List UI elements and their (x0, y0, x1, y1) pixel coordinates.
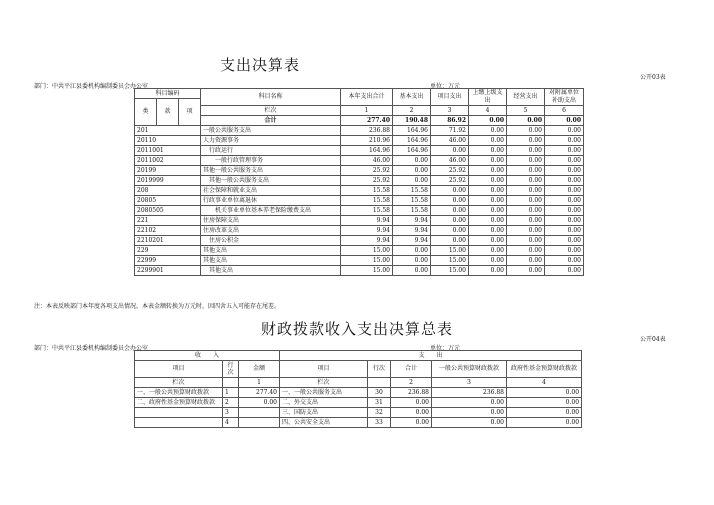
expense-general: 0.00 (432, 418, 507, 428)
amount-cell: 0.00 (469, 256, 507, 266)
table-row (135, 418, 582, 428)
subject-name: 住房改革支出 (201, 226, 341, 236)
amount-cell: 15.00 (431, 266, 469, 276)
amount-cell: 0.00 (431, 206, 469, 216)
amount-cell: 0.00 (393, 176, 431, 186)
amount-cell: 0.00 (431, 236, 469, 246)
table2-department: 部门：中共平江县委机构编制委员会办公室 (34, 345, 149, 352)
income-item: 二、政府性基金预算财政拨款 (135, 398, 223, 408)
subject-name: 住房公积金 (201, 236, 341, 246)
amount-cell: 15.58 (393, 186, 431, 196)
expense-item: 一、一般公共服务支出 (280, 388, 368, 398)
amount-cell: 0.00 (469, 166, 507, 176)
amount-cell: 0.00 (545, 266, 584, 276)
amount-cell: 0.00 (545, 256, 584, 266)
income-row-no: 4 (223, 418, 239, 428)
table1-code: 公开03表 (640, 74, 666, 81)
amount-cell: 9.94 (341, 236, 393, 246)
subject-name: 一般公共服务支出 (201, 126, 341, 136)
amount-cell: 0.00 (507, 226, 545, 236)
amount-cell: 15.58 (393, 196, 431, 206)
table2-title: 财政拨款收入支出决算总表 (260, 320, 453, 338)
income-row-no: 1 (223, 388, 239, 398)
col-num: 5 (507, 106, 545, 116)
table-row (135, 166, 584, 176)
subject-code: 2299901 (135, 266, 201, 276)
amount-cell: 15.00 (341, 266, 393, 276)
col-num: 3 (431, 106, 469, 116)
expense-row-no: 32 (368, 408, 391, 418)
amount-cell: 0.00 (507, 126, 545, 136)
amount-cell: 0.00 (469, 196, 507, 206)
header-xiang: 项 (179, 99, 201, 126)
header-expense-item: 项目 (280, 361, 368, 378)
col-num: 1 (341, 106, 393, 116)
empty-cell (368, 378, 391, 388)
header-income-row: 行次 (223, 361, 239, 378)
total-value: 0.00 (469, 116, 507, 126)
expense-row-no: 33 (368, 418, 391, 428)
total-value: 190.48 (393, 116, 431, 126)
amount-cell: 0.00 (431, 196, 469, 206)
header-expense-fund: 政府性基金预算财政拨款 (507, 361, 582, 378)
amount-cell: 164.96 (341, 146, 393, 156)
col-row-label: 栏次 (280, 378, 368, 388)
subject-name: 行政事业单位离退休 (201, 196, 341, 206)
table2-code: 公开04表 (640, 336, 666, 343)
subject-name: 人力资源事务 (201, 136, 341, 146)
table-row (135, 408, 582, 418)
amount-cell: 0.00 (507, 246, 545, 256)
table1-note: 注：本表反映部门本年度各项支出情况。本表金额转换为万元时，因四舍五入可能存在尾差。 (34, 303, 281, 310)
amount-cell: 0.00 (545, 246, 584, 256)
amount-cell: 0.00 (507, 186, 545, 196)
amount-cell: 15.58 (341, 186, 393, 196)
amount-cell: 0.00 (507, 206, 545, 216)
amount-cell: 25.92 (341, 166, 393, 176)
subject-code: 2210201 (135, 236, 201, 246)
amount-cell: 25.92 (341, 176, 393, 186)
amount-cell: 0.00 (469, 156, 507, 166)
subject-code: 20199 (135, 166, 201, 176)
amount-cell: 0.00 (545, 206, 584, 216)
subject-code: 221 (135, 216, 201, 226)
amount-cell: 210.96 (341, 136, 393, 146)
amount-cell: 0.00 (469, 236, 507, 246)
amount-cell: 15.00 (341, 246, 393, 256)
amount-cell: 46.00 (431, 136, 469, 146)
amount-cell: 0.00 (545, 216, 584, 226)
income-amount (239, 418, 280, 428)
col-num: 4 (469, 106, 507, 116)
amount-cell: 164.96 (393, 136, 431, 146)
amount-cell: 25.92 (431, 176, 469, 186)
col-num: 1 (239, 378, 280, 388)
table-row (135, 206, 584, 216)
income-item (135, 418, 223, 428)
table-row (135, 176, 584, 186)
subject-name: 一般行政管理事务 (201, 156, 341, 166)
amount-cell: 0.00 (507, 176, 545, 186)
expense-fund: 0.00 (507, 418, 582, 428)
amount-cell: 9.94 (393, 216, 431, 226)
col-row-label: 栏次 (135, 378, 223, 388)
amount-cell: 0.00 (431, 216, 469, 226)
header-kuan: 款 (157, 99, 179, 126)
amount-cell: 0.00 (393, 246, 431, 256)
header-subject-name: 科目名称 (201, 89, 341, 106)
amount-cell: 0.00 (469, 206, 507, 216)
header-expense-general: 一般公共预算财政拨款 (432, 361, 507, 378)
amount-cell: 0.00 (507, 146, 545, 156)
header-basic: 基本支出 (393, 89, 431, 106)
table-row (135, 196, 584, 206)
amount-cell: 15.58 (341, 196, 393, 206)
expense-fund: 0.00 (507, 388, 582, 398)
subject-code: 2080505 (135, 206, 201, 216)
total-value: 0.00 (545, 116, 584, 126)
subject-code: 22102 (135, 226, 201, 236)
subject-code: 20805 (135, 196, 201, 206)
col-num: 4 (507, 378, 582, 388)
amount-cell: 0.00 (431, 226, 469, 236)
amount-cell: 0.00 (469, 176, 507, 186)
amount-cell: 0.00 (469, 266, 507, 276)
subject-code: 20110 (135, 136, 201, 146)
income-item: 一、一般公共预算财政拨款 (135, 388, 223, 398)
expense-total: 0.00 (391, 418, 432, 428)
expense-item: 四、公共安全支出 (280, 418, 368, 428)
table1-title: 支出决算表 (219, 56, 300, 74)
amount-cell: 0.00 (469, 186, 507, 196)
table2-unit: 单位：万元 (430, 345, 461, 352)
table-row (135, 398, 582, 408)
expense-general: 0.00 (432, 408, 507, 418)
subject-name: 其他支出 (201, 266, 341, 276)
amount-cell: 46.00 (431, 156, 469, 166)
table1-department: 部门：中共平江县委机构编制委员会办公室 (34, 83, 149, 90)
amount-cell: 0.00 (507, 196, 545, 206)
header-expense-total: 合计 (391, 361, 432, 378)
income-amount: 277.40 (239, 388, 280, 398)
header-total: 本年支出合计 (341, 89, 393, 106)
amount-cell: 15.58 (341, 206, 393, 216)
subject-name: 其他一般公共服务支出 (201, 166, 341, 176)
amount-cell: 71.92 (431, 126, 469, 136)
amount-cell: 0.00 (393, 266, 431, 276)
amount-cell: 0.00 (393, 256, 431, 266)
amount-cell: 0.00 (545, 156, 584, 166)
table-row (135, 136, 584, 146)
expense-general: 236.88 (432, 388, 507, 398)
header-income-amount: 金额 (239, 361, 280, 378)
header-remit: 上缴上级支出 (469, 89, 507, 106)
table-row (135, 256, 584, 266)
header-income: 收 入 (135, 351, 280, 361)
col-num: 2 (393, 106, 431, 116)
amount-cell: 0.00 (507, 266, 545, 276)
total-value: 0.00 (507, 116, 545, 126)
amount-cell: 0.00 (545, 226, 584, 236)
amount-cell: 15.58 (393, 206, 431, 216)
total-value: 86.92 (431, 116, 469, 126)
table-row (135, 246, 584, 256)
income-row-no: 2 (223, 398, 239, 408)
subject-code: 2011001 (135, 146, 201, 156)
amount-cell: 0.00 (545, 166, 584, 176)
expense-total: 236.88 (391, 388, 432, 398)
col-num: 3 (432, 378, 507, 388)
expense-row-no: 30 (368, 388, 391, 398)
amount-cell: 0.00 (393, 166, 431, 176)
amount-cell: 0.00 (507, 166, 545, 176)
table-row (135, 388, 582, 398)
expense-item: 三、国防支出 (280, 408, 368, 418)
subject-name: 其他支出 (201, 246, 341, 256)
table-row (135, 216, 584, 226)
amount-cell: 0.00 (507, 216, 545, 226)
amount-cell: 0.00 (431, 186, 469, 196)
table-row (135, 186, 584, 196)
expense-general: 0.00 (432, 398, 507, 408)
empty-cell (223, 378, 239, 388)
amount-cell: 164.96 (393, 146, 431, 156)
expenditure-table (134, 88, 584, 276)
amount-cell: 25.92 (431, 166, 469, 176)
table-row (135, 236, 584, 246)
amount-cell: 0.00 (545, 196, 584, 206)
table-row (135, 266, 584, 276)
amount-cell: 0.00 (507, 136, 545, 146)
header-subject-code: 科目编码 (135, 89, 201, 99)
amount-cell: 0.00 (469, 246, 507, 256)
subject-code: 208 (135, 186, 201, 196)
amount-cell: 0.00 (469, 216, 507, 226)
header-expense-row: 行次 (368, 361, 391, 378)
amount-cell: 9.94 (393, 236, 431, 246)
col-num: 6 (545, 106, 584, 116)
header-subsidy: 对附属单位补助支出 (545, 89, 584, 106)
subject-name: 机关事业单位基本养老保险缴费支出 (201, 206, 341, 216)
col-num: 2 (391, 378, 432, 388)
expense-total: 0.00 (391, 398, 432, 408)
subject-code: 229 (135, 246, 201, 256)
subject-name: 社会保障和就业支出 (201, 186, 341, 196)
expense-fund: 0.00 (507, 408, 582, 418)
income-amount: 0.00 (239, 398, 280, 408)
income-item (135, 408, 223, 418)
amount-cell: 15.00 (431, 256, 469, 266)
table-row (135, 226, 584, 236)
amount-cell: 9.94 (341, 216, 393, 226)
amount-cell: 0.00 (545, 176, 584, 186)
total-label: 合计 (201, 116, 341, 126)
amount-cell: 0.00 (469, 226, 507, 236)
subject-name: 其他支出 (201, 256, 341, 266)
amount-cell: 164.96 (393, 126, 431, 136)
expense-total: 0.00 (391, 408, 432, 418)
header-expense: 支 出 (280, 351, 582, 361)
amount-cell: 0.00 (545, 136, 584, 146)
subject-code: 2011002 (135, 156, 201, 166)
table-row (135, 156, 584, 166)
subject-code: 2019999 (135, 176, 201, 186)
total-value: 277.40 (341, 116, 393, 126)
subject-name: 行政运行 (201, 146, 341, 156)
amount-cell: 0.00 (545, 126, 584, 136)
amount-cell: 0.00 (469, 126, 507, 136)
amount-cell: 46.00 (341, 156, 393, 166)
amount-cell: 0.00 (469, 146, 507, 156)
table-row (135, 146, 584, 156)
subject-code: 201 (135, 126, 201, 136)
expense-fund: 0.00 (507, 398, 582, 408)
amount-cell: 15.00 (341, 256, 393, 266)
header-row-index: 栏次 (201, 106, 341, 116)
amount-cell: 0.00 (545, 236, 584, 246)
expense-row-no: 31 (368, 398, 391, 408)
amount-cell: 0.00 (393, 156, 431, 166)
amount-cell: 0.00 (507, 156, 545, 166)
subject-code: 22999 (135, 256, 201, 266)
income-row-no: 3 (223, 408, 239, 418)
amount-cell: 0.00 (469, 136, 507, 146)
amount-cell: 0.00 (507, 256, 545, 266)
header-business: 经营支出 (507, 89, 545, 106)
amount-cell: 0.00 (507, 236, 545, 246)
amount-cell: 9.94 (341, 226, 393, 236)
header-income-item: 项目 (135, 361, 223, 378)
amount-cell: 0.00 (431, 146, 469, 156)
table1-unit: 单位：万元 (430, 83, 461, 90)
income-amount (239, 408, 280, 418)
amount-cell: 9.94 (393, 226, 431, 236)
amount-cell: 15.00 (431, 246, 469, 256)
header-project: 项目支出 (431, 89, 469, 106)
amount-cell: 0.00 (545, 146, 584, 156)
amount-cell: 236.88 (341, 126, 393, 136)
amount-cell: 0.00 (545, 186, 584, 196)
header-lei: 类 (135, 99, 157, 126)
fiscal-summary-table (134, 350, 582, 428)
subject-name: 住房保障支出 (201, 216, 341, 226)
expense-item: 二、外交支出 (280, 398, 368, 408)
table-row (135, 126, 584, 136)
subject-name: 其他一般公共服务支出 (201, 176, 341, 186)
